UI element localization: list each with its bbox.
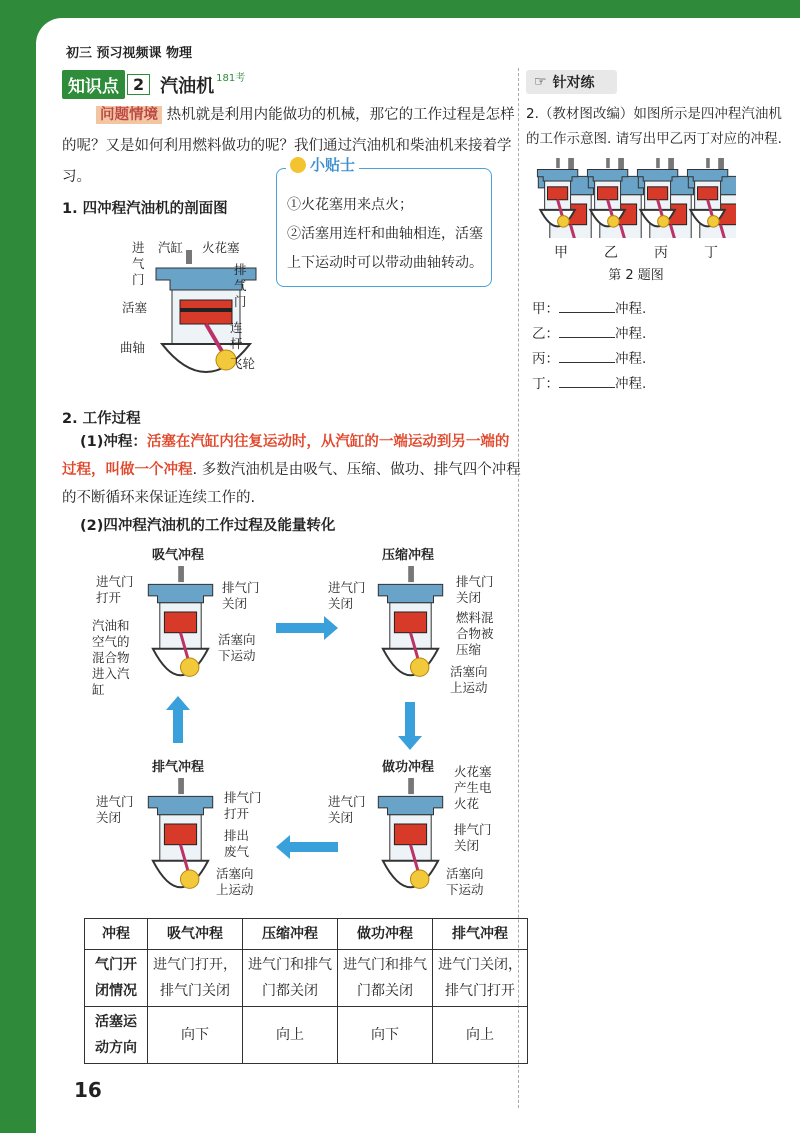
- power-label-2: 火花塞产生电火花: [454, 764, 492, 811]
- table-cell: 进气门和排气门都关闭: [243, 950, 338, 1007]
- arrow-right: [276, 616, 338, 640]
- table-cell: 向上: [433, 1007, 528, 1064]
- fig-label: 丙: [654, 245, 668, 261]
- label-flywheel: 飞轮: [230, 356, 256, 371]
- fig-labels: [536, 242, 736, 262]
- knowledge-point-tag: 知识点: [62, 70, 125, 99]
- label-crankshaft: 曲轴: [120, 340, 146, 355]
- label-intake-valve: 进气门: [132, 240, 145, 287]
- problem-situation-label: 问题情境: [96, 106, 162, 124]
- answer-row: [532, 297, 788, 322]
- intake-label-4: 活塞向下运动: [218, 632, 256, 663]
- answer-row: [532, 322, 788, 347]
- fig-label: 甲: [554, 245, 568, 261]
- answer-label: 丙：: [532, 351, 559, 367]
- intake-engine: [148, 566, 212, 676]
- table-row: [85, 950, 528, 1007]
- page-header: 初三 预习视频课 物理: [66, 46, 193, 61]
- answer-row: [532, 372, 788, 397]
- compress-label-1: 进气门关闭: [328, 580, 366, 611]
- table-cell: 吸气冲程: [148, 919, 243, 950]
- power-label-1: 进气门关闭: [328, 794, 366, 825]
- knowledge-point-title: 汽油机: [160, 75, 215, 97]
- fig-label: 乙: [604, 245, 618, 261]
- tip-title-text: 小贴士: [310, 156, 356, 174]
- answer-blank[interactable]: [559, 300, 615, 313]
- power-label-4: 活塞向下运动: [446, 866, 484, 897]
- table-row: [85, 1007, 528, 1064]
- table-cell: 进气门关闭，排气门打开: [433, 950, 528, 1007]
- label-exhaust-valve: 排气门: [234, 262, 247, 309]
- table-cell: 向下: [148, 1007, 243, 1064]
- intake-label-2: 排气门关闭: [222, 580, 260, 611]
- answer-label: 丁：: [532, 376, 559, 392]
- engine-cycle-diagrams: [36, 18, 516, 918]
- fig-caption: 第 2 题图: [608, 268, 664, 283]
- intro-text: 热机就是利用内能做功的机械，那它的工作过程是怎样的呢？又是如何利用燃料做功的呢？我们通过汽油机和柴油机来接着学习。: [62, 107, 515, 185]
- power-label-3: 排气门关闭: [454, 822, 492, 853]
- fig-label: 丁: [704, 245, 718, 261]
- stroke-def: 活塞在汽缸内往复运动时，从汽缸的一端运动到另一端的过程，叫做一个冲程: [62, 434, 510, 478]
- compress-label-2: 排气门关闭: [456, 574, 494, 605]
- right-column: [526, 70, 788, 397]
- exhaust-label-4: 活塞向上运动: [216, 866, 254, 897]
- answer-blank[interactable]: [559, 350, 615, 363]
- answer-blank[interactable]: [559, 325, 615, 338]
- label-cylinder: 汽缸: [158, 240, 184, 255]
- hand-pointer-icon: ☞: [534, 74, 547, 90]
- table-cell: 气门开闭情况: [85, 950, 148, 1007]
- table-cell: 做功冲程: [338, 919, 433, 950]
- table-cell: 向下: [338, 1007, 433, 1064]
- knowledge-point-number: 2: [127, 74, 150, 95]
- practice-figure: [536, 158, 736, 238]
- exhaust-label-1: 进气门关闭: [96, 794, 134, 825]
- intake-label-3: 汽油和空气的混合物进入汽缸: [92, 618, 130, 697]
- arrow-left: [276, 835, 338, 859]
- practice-tag-text: 针对练: [552, 75, 595, 91]
- answer-suffix: 冲程.: [615, 301, 647, 317]
- page: [36, 18, 800, 1133]
- power-stroke-title: 做功冲程: [382, 760, 435, 775]
- label-connecting-rod: 连杆: [230, 320, 243, 351]
- answer-suffix: 冲程.: [615, 376, 647, 392]
- knowledge-point-exam-count: 181考: [216, 73, 246, 84]
- intake-stroke-title: 吸气冲程: [152, 548, 205, 563]
- practice-question: 2.（教材图改编）如图所示是四冲程汽油机的工作示意图. 请写出甲乙丙丁对应的冲程.: [526, 106, 782, 147]
- table-header-row: [85, 919, 528, 950]
- table-cell: 冲程: [85, 919, 148, 950]
- intake-label-1: 进气门打开: [96, 574, 134, 605]
- answer-list: [532, 297, 788, 397]
- page-number: 16: [74, 1078, 102, 1102]
- stroke-comparison-table: [84, 918, 528, 1064]
- compression-engine: [378, 566, 442, 676]
- exhaust-label-2: 排气门打开: [224, 790, 262, 821]
- answer-row: [532, 347, 788, 372]
- section1-title: 1. 四冲程汽油机的剖面图: [62, 201, 228, 217]
- stroke-rest: . 多数汽油机是由吸气、压缩、做功、排气四个冲程的不断循环来保证连续工作的.: [62, 462, 521, 506]
- answer-suffix: 冲程.: [615, 351, 647, 367]
- tip-line-2: ②活塞用连杆和曲轴相连，活塞上下运动时可以带动曲轴转动。: [287, 226, 483, 271]
- tip-line-1: ①火花塞用来点火；: [287, 197, 413, 213]
- table-cell: 向上: [243, 1007, 338, 1064]
- label-piston: 活塞: [122, 300, 148, 315]
- exhaust-engine: [148, 778, 212, 888]
- compress-label-4: 活塞向上运动: [450, 664, 488, 695]
- compress-label-3: 燃料混合物被压缩: [456, 610, 494, 657]
- section2-sub2: (2)四冲程汽油机的工作过程及能量转化: [80, 518, 336, 534]
- practice-engine: [687, 158, 736, 238]
- practice-tag: [526, 70, 617, 94]
- power-engine: [378, 778, 442, 888]
- answer-label: 乙：: [532, 326, 559, 342]
- exhaust-stroke-title: 排气冲程: [152, 760, 205, 775]
- stroke-prefix: (1)冲程：: [80, 434, 147, 450]
- answer-suffix: 冲程.: [615, 326, 647, 342]
- compression-stroke-title: 压缩冲程: [382, 548, 435, 563]
- table-cell: 进气门和排气门都关闭: [338, 950, 433, 1007]
- arrow-down: [398, 702, 422, 750]
- table-cell: 进气门打开，排气门关闭: [148, 950, 243, 1007]
- label-spark-plug: 火花塞: [202, 240, 240, 255]
- section2-title: 2. 工作过程: [62, 411, 141, 427]
- table-cell: 活塞运动方向: [85, 1007, 148, 1064]
- answer-label: 甲：: [532, 301, 559, 317]
- answer-blank[interactable]: [559, 375, 615, 388]
- table-cell: 压缩冲程: [243, 919, 338, 950]
- table-cell: 排气冲程: [433, 919, 528, 950]
- exhaust-label-3: 排出废气: [224, 828, 250, 859]
- arrow-up: [166, 696, 190, 743]
